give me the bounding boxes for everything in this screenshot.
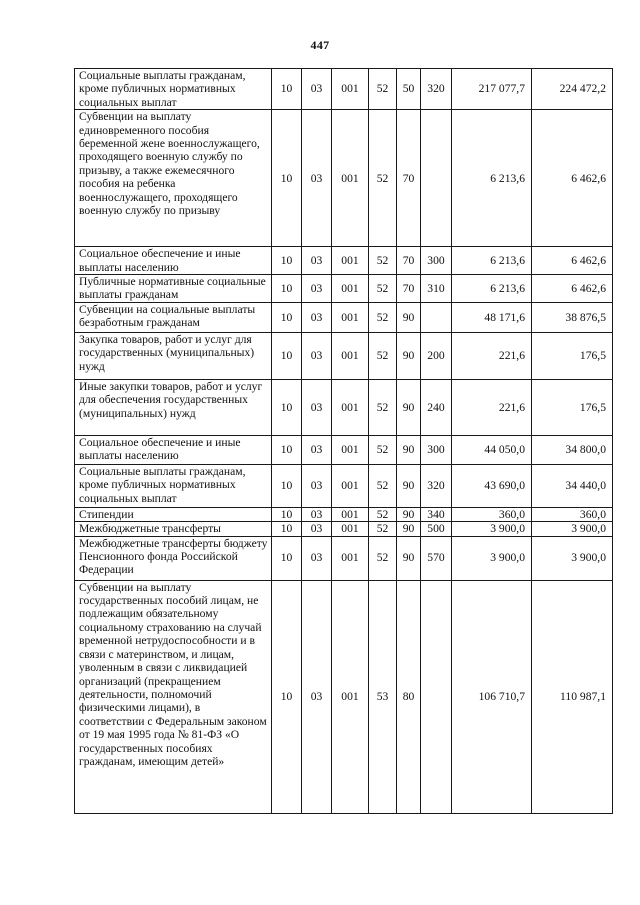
row-amount-1-cell: 44 050,0 xyxy=(452,435,532,464)
row-subprogram-cell: 52 xyxy=(369,379,397,435)
table-row xyxy=(75,507,613,521)
row-item-cell: 90 xyxy=(397,332,421,379)
row-amount-1-cell: 48 171,6 xyxy=(452,302,532,332)
row-program-cell: 001 xyxy=(332,379,369,435)
row-amount-1-cell: 6 213,6 xyxy=(452,110,532,247)
row-subprogram-cell: 52 xyxy=(369,507,397,521)
table-row xyxy=(75,536,613,580)
row-amount-1-cell: 360,0 xyxy=(452,507,532,521)
row-amount-2-cell: 38 876,5 xyxy=(532,302,613,332)
table-row xyxy=(75,275,613,303)
row-name-cell: Субвенции на выплату единовременного пособия беременной жене военнослужащего, проходящего военную службу по призыву, а также ежемесячного пособия на ребенка военнослужащего, проходящего военную службу по призыву xyxy=(75,110,272,247)
row-expense-type-cell: 570 xyxy=(421,536,452,580)
row-section-cell: 10 xyxy=(272,69,302,110)
row-program-cell: 001 xyxy=(332,507,369,521)
row-program-cell: 001 xyxy=(332,302,369,332)
row-expense-type-cell: 300 xyxy=(421,435,452,464)
row-subsection-cell: 03 xyxy=(302,110,332,247)
row-subprogram-cell: 52 xyxy=(369,464,397,507)
row-section-cell: 10 xyxy=(272,247,302,275)
row-section-cell: 10 xyxy=(272,110,302,247)
row-amount-1-cell: 6 213,6 xyxy=(452,247,532,275)
row-amount-2-cell: 176,5 xyxy=(532,379,613,435)
row-amount-1-cell: 6 213,6 xyxy=(452,275,532,303)
row-subprogram-cell: 52 xyxy=(369,536,397,580)
row-name-cell: Межбюджетные трансферты xyxy=(75,522,272,536)
table-row xyxy=(75,379,613,435)
row-amount-1-cell: 217 077,7 xyxy=(452,69,532,110)
row-subprogram-cell: 52 xyxy=(369,69,397,110)
row-subsection-cell: 03 xyxy=(302,536,332,580)
row-amount-2-cell: 3 900,0 xyxy=(532,536,613,580)
row-expense-type-cell xyxy=(421,302,452,332)
row-subsection-cell: 03 xyxy=(302,247,332,275)
row-item-cell: 90 xyxy=(397,464,421,507)
row-program-cell: 001 xyxy=(332,435,369,464)
table-row xyxy=(75,110,613,247)
row-name-cell: Субвенции на выплату государственных пособий лицам, не подлежащим обязательному социальному страхованию на случай временной нетрудоспособности и в связи с материнством, и лицам, уволенным в связи с ликвидацией организаций (прекращением деятельности, полномочий физическими лицами), в соответствии с Федеральным законом от 19 мая 1995 года № 81-ФЗ «О государственных пособиях гражданам, имеющим детей» xyxy=(75,580,272,813)
row-amount-2-cell: 34 440,0 xyxy=(532,464,613,507)
row-subprogram-cell: 52 xyxy=(369,247,397,275)
row-program-cell: 001 xyxy=(332,580,369,813)
row-program-cell: 001 xyxy=(332,69,369,110)
row-program-cell: 001 xyxy=(332,522,369,536)
row-amount-2-cell: 360,0 xyxy=(532,507,613,521)
row-section-cell: 10 xyxy=(272,332,302,379)
row-name-cell: Публичные нормативные социальные выплаты гражданам xyxy=(75,275,272,303)
row-subprogram-cell: 52 xyxy=(369,435,397,464)
row-name-cell: Субвенции на социальные выплаты безработным гражданам xyxy=(75,302,272,332)
row-expense-type-cell: 320 xyxy=(421,464,452,507)
row-subprogram-cell: 52 xyxy=(369,522,397,536)
row-item-cell: 70 xyxy=(397,110,421,247)
row-subprogram-cell: 52 xyxy=(369,302,397,332)
row-item-cell: 90 xyxy=(397,536,421,580)
row-subsection-cell: 03 xyxy=(302,332,332,379)
row-item-cell: 90 xyxy=(397,522,421,536)
row-expense-type-cell: 500 xyxy=(421,522,452,536)
row-item-cell: 70 xyxy=(397,247,421,275)
row-amount-1-cell: 221,6 xyxy=(452,379,532,435)
row-program-cell: 001 xyxy=(332,332,369,379)
row-amount-1-cell: 106 710,7 xyxy=(452,580,532,813)
row-program-cell: 001 xyxy=(332,464,369,507)
row-expense-type-cell: 300 xyxy=(421,247,452,275)
table-row xyxy=(75,464,613,507)
row-item-cell: 70 xyxy=(397,275,421,303)
row-subsection-cell: 03 xyxy=(302,464,332,507)
row-subprogram-cell: 53 xyxy=(369,580,397,813)
row-section-cell: 10 xyxy=(272,536,302,580)
row-name-cell: Закупка товаров, работ и услуг для государственных (муниципальных) нужд xyxy=(75,332,272,379)
row-subprogram-cell: 52 xyxy=(369,332,397,379)
row-section-cell: 10 xyxy=(272,275,302,303)
row-name-cell: Социальное обеспечение и иные выплаты населению xyxy=(75,247,272,275)
row-amount-2-cell: 3 900,0 xyxy=(532,522,613,536)
row-program-cell: 001 xyxy=(332,247,369,275)
row-expense-type-cell xyxy=(421,110,452,247)
row-amount-1-cell: 3 900,0 xyxy=(452,536,532,580)
row-amount-2-cell: 6 462,6 xyxy=(532,110,613,247)
row-subsection-cell: 03 xyxy=(302,435,332,464)
table-row xyxy=(75,332,613,379)
table-row xyxy=(75,247,613,275)
table-row xyxy=(75,69,613,110)
row-expense-type-cell: 340 xyxy=(421,507,452,521)
row-section-cell: 10 xyxy=(272,507,302,521)
row-expense-type-cell: 310 xyxy=(421,275,452,303)
row-name-cell: Межбюджетные трансферты бюджету Пенсионного фонда Российской Федерации xyxy=(75,536,272,580)
row-section-cell: 10 xyxy=(272,435,302,464)
row-subsection-cell: 03 xyxy=(302,522,332,536)
row-subprogram-cell: 52 xyxy=(369,275,397,303)
row-item-cell: 90 xyxy=(397,379,421,435)
row-expense-type-cell: 240 xyxy=(421,379,452,435)
row-amount-2-cell: 110 987,1 xyxy=(532,580,613,813)
row-section-cell: 10 xyxy=(272,580,302,813)
row-program-cell: 001 xyxy=(332,536,369,580)
page-number: 447 xyxy=(310,38,330,52)
row-amount-1-cell: 43 690,0 xyxy=(452,464,532,507)
row-amount-1-cell: 221,6 xyxy=(452,332,532,379)
row-expense-type-cell: 200 xyxy=(421,332,452,379)
row-subsection-cell: 03 xyxy=(302,302,332,332)
table-row xyxy=(75,522,613,536)
row-name-cell: Стипендии xyxy=(75,507,272,521)
row-expense-type-cell xyxy=(421,580,452,813)
row-amount-2-cell: 6 462,6 xyxy=(532,247,613,275)
row-section-cell: 10 xyxy=(272,522,302,536)
row-amount-2-cell: 176,5 xyxy=(532,332,613,379)
row-subsection-cell: 03 xyxy=(302,69,332,110)
row-name-cell: Социальные выплаты гражданам, кроме публичных нормативных социальных выплат xyxy=(75,464,272,507)
row-section-cell: 10 xyxy=(272,379,302,435)
row-amount-2-cell: 6 462,6 xyxy=(532,275,613,303)
row-subsection-cell: 03 xyxy=(302,275,332,303)
table-row xyxy=(75,302,613,332)
row-amount-1-cell: 3 900,0 xyxy=(452,522,532,536)
row-expense-type-cell: 320 xyxy=(421,69,452,110)
row-section-cell: 10 xyxy=(272,302,302,332)
row-item-cell: 90 xyxy=(397,302,421,332)
row-program-cell: 001 xyxy=(332,275,369,303)
row-name-cell: Социальные выплаты гражданам, кроме публичных нормативных социальных выплат xyxy=(75,69,272,110)
row-subsection-cell: 03 xyxy=(302,507,332,521)
row-item-cell: 90 xyxy=(397,435,421,464)
row-subsection-cell: 03 xyxy=(302,580,332,813)
row-name-cell: Социальное обеспечение и иные выплаты населению xyxy=(75,435,272,464)
row-subprogram-cell: 52 xyxy=(369,110,397,247)
row-item-cell: 80 xyxy=(397,580,421,813)
row-name-cell: Иные закупки товаров, работ и услуг для обеспечения государственных (муниципальных) нужд xyxy=(75,379,272,435)
table-row xyxy=(75,580,613,813)
budget-table xyxy=(74,68,613,814)
row-program-cell: 001 xyxy=(332,110,369,247)
row-section-cell: 10 xyxy=(272,464,302,507)
row-item-cell: 90 xyxy=(397,507,421,521)
row-amount-2-cell: 34 800,0 xyxy=(532,435,613,464)
table-row xyxy=(75,435,613,464)
row-subsection-cell: 03 xyxy=(302,379,332,435)
row-item-cell: 50 xyxy=(397,69,421,110)
row-amount-2-cell: 224 472,2 xyxy=(532,69,613,110)
